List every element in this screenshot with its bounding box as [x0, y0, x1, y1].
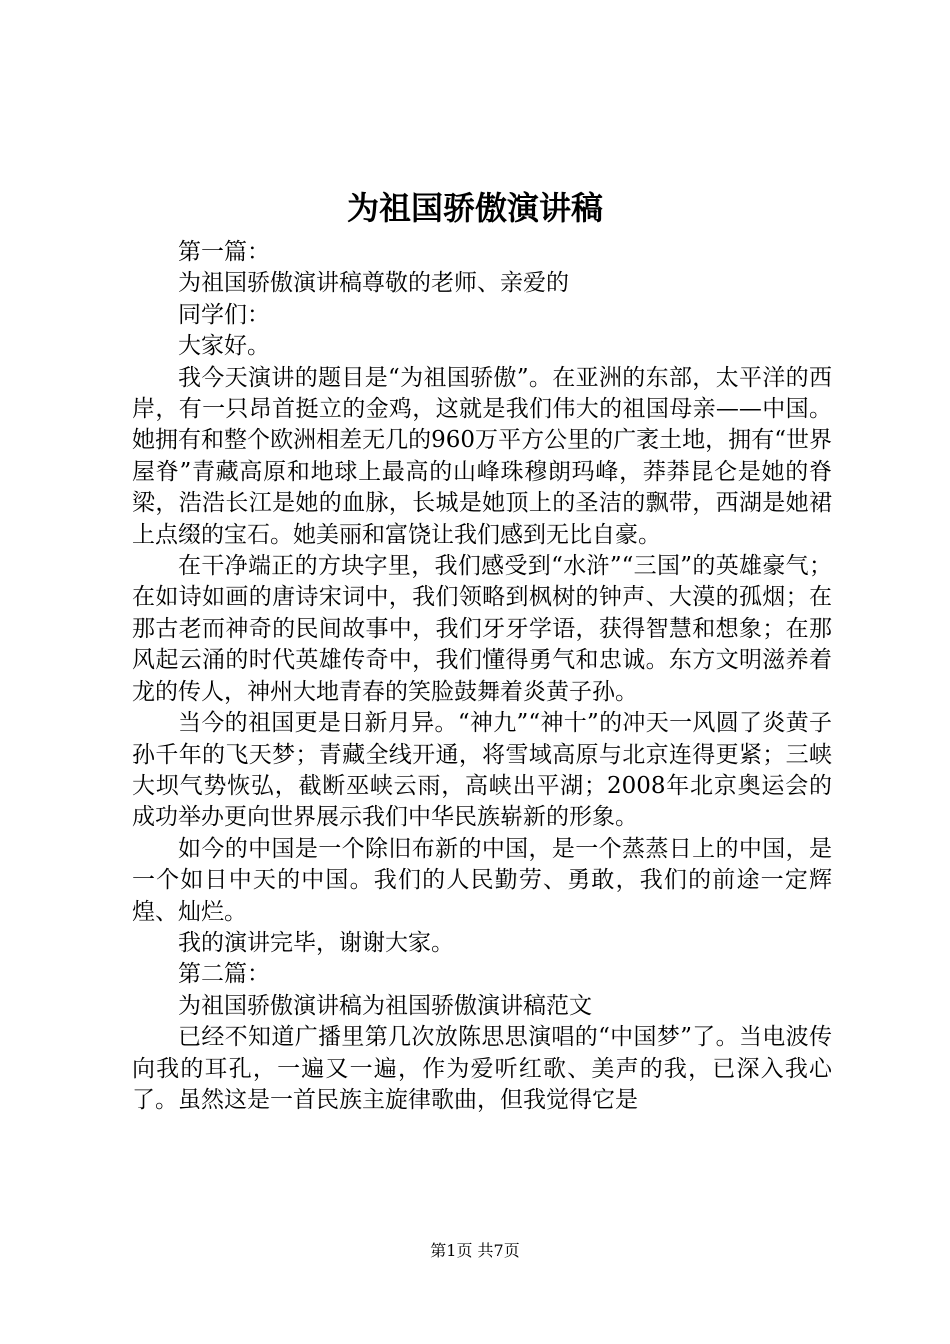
closing-line: 我的演讲完毕，谢谢大家。	[178, 929, 454, 956]
page-footer: 第1页 共7页	[430, 1241, 520, 1260]
document-body	[132, 237, 832, 1116]
paragraph: 已经不知道广播里第几次放陈思思演唱的“中国梦”了。当电波传向我的耳孔，一遍又一遍，作为爱听红歌、美声的我，已深入我心了。虽然这是一首民族主旋律歌曲，但我觉得它是	[132, 1024, 832, 1113]
section-heading-1: 第一篇：	[178, 239, 270, 265]
salutation-line: 同学们：	[178, 301, 270, 328]
speech-title-1: 为祖国骄傲演讲稿尊敬的老师、亲爱的	[178, 270, 569, 297]
greeting: 大家好。	[178, 333, 270, 360]
paragraph: 我今天演讲的题目是“为祖国骄傲”。在亚洲的东部，太平洋的西岸，有一只昂首挺立的金鸡，这就是我们伟大的祖国母亲——中国。她拥有和整个欧洲相差无几的960万平方公里的广袤土地，拥有“世界屋脊”青藏高原和地球上最高的山峰珠穆朗玛峰，莽莽昆仑是她的脊梁，浩浩长江是她的血脉，长城是她顶上的圣洁的飘带，西湖是她裙上点缀的宝石。她美丽和富饶让我们感到无比自豪。	[132, 364, 832, 548]
speech-title-2: 为祖国骄傲演讲稿为祖国骄傲演讲稿范文	[178, 992, 592, 1019]
paragraph: 在干净端正的方块字里，我们感受到“水浒”“三国”的英雄豪气；在如诗如画的唐诗宋词中，我们领略到枫树的钟声、大漠的孤烟；在那古老而神奇的民间故事中，我们牙牙学语，获得智慧和想象；在那风起云涌的时代英雄传奇中，我们懂得勇气和忠诚。东方文明滋养着龙的传人，神州大地青春的笑脸鼓舞着炎黄子孙。	[132, 553, 832, 705]
document-title: 为祖国骄傲演讲稿	[346, 189, 603, 227]
paragraph: 如今的中国是一个除旧布新的中国，是一个蒸蒸日上的中国，是一个如日中天的中国。我们的人民勤劳、勇敢，我们的前途一定辉煌、灿烂。	[132, 835, 832, 925]
section-heading-2: 第二篇：	[178, 961, 270, 988]
paragraph: 当今的祖国更是日新月异。“神九”“神十”的冲天一风圆了炎黄子孙千年的飞天梦；青藏全线开通，将雪域高原与北京连得更紧；三峡大坝气势恢弘，截断巫峡云雨，高峡出平湖；2008年北京奥运会的成功举办更向世界展示我们中华民族崭新的形象。	[132, 710, 832, 831]
